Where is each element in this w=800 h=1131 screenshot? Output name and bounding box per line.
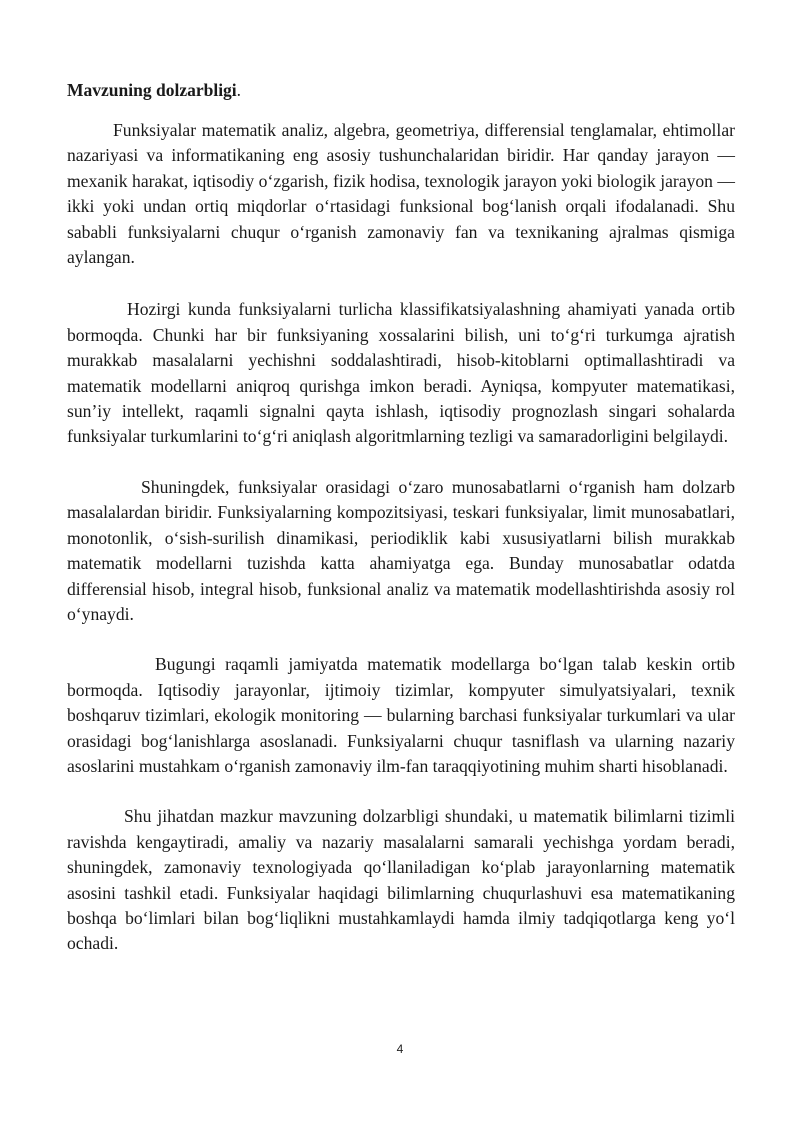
document-page xyxy=(67,78,735,981)
page-number: 4 xyxy=(396,1042,404,1056)
section-heading xyxy=(67,78,735,102)
paragraph-5: Shu jihatdan mazkur mavzuning dolzarbligi shundaki, u matematik bilimlarni tizimli ravishda kengaytiradi, amaliy va nazariy masalalarni samarali yechishga yordam beradi, shuningdek, zamonaviy texnologiyada qo‘llaniladigan ko‘plab jarayonlarning matematik asosini tashkil etadi. Funksiyalar haqidagi bilimlarning chuqurlashuvi esa matematikaning boshqa bo‘limlari bilan bog‘liqlikni mustahkamlaydi hamda ilmiy tadqiqotlarga keng yo‘l ochadi. xyxy=(67,806,735,954)
section-heading-punct: . xyxy=(236,80,242,100)
paragraph-1: Funksiyalar matematik analiz, algebra, geometriya, differensial tenglamalar, ehtimollar nazariyasi va informatikaning eng asosiy tushunchalaridan biridir. Har qanday jarayon — mexanik harakat, iqtisodiy o‘zgarish, fizik hodisa, texnologik jarayon yoki biologik jarayon — ikki yoki undan ortiq miqdorlar o‘rtasidagi funksional bog‘lanish orqali ifodalanadi. Shu sababli funksiyalarni chuqur o‘rganish zamonaviy fan va texnikaning ajralmas qismiga aylangan. xyxy=(67,120,735,268)
paragraph-3: Shuningdek, funksiyalar orasidagi o‘zaro munosabatlarni o‘rganish ham dolzarb masalalardan biridir. Funksiyalarning kompozitsiyasi, teskari funksiyalar, limit munosabatlari, monotonlik, o‘sish-surilish dinamikasi, periodiklik kabi xususiyatlarni bilish murakkab matematik modellarni tuzishda katta ahamiyatga ega. Bunday munosabatlar odatda differensial hisob, integral hisob, funksional analiz va matematik modellashtirishda asosiy rol o‘ynaydi. xyxy=(67,476,735,624)
paragraph-4: Bugungi raqamli jamiyatda matematik modellarga bo‘lgan talab keskin ortib bormoqda. Iqtisodiy jarayonlar, ijtimoiy tizimlar, kompyuter simulyatsiyalari, texnik boshqaruv tizimlari, ekologik monitoring — bularning barchasi funksiyalar turkumlari va ular orasidagi bog‘lanishlarga asoslanadi. Funksiyalarni chuqur tasniflash va ularning nazariy asoslarini mustahkam o‘rganish zamonaviy ilm-fan taraqqiyotining muhim sharti hisoblanadi. xyxy=(67,654,735,776)
paragraph-2: Hozirgi kunda funksiyalarni turlicha klassifikatsiyalashning ahamiyati yanada ortib bormoqda. Chunki har bir funksiyaning xossalarini bilish, uni to‘g‘ri turkumga ajratish murakkab masalalarni yechishni soddalashtiradi, hisob-kitoblarni optimallashtiradi va matematik modellarni aniqroq qurishga imkon beradi. Ayniqsa, kompyuter matematikasi, sun’iy intellekt, raqamli signalni qayta ishlash, iqtisodiy prognozlash singari sohalarda funksiyalar turkumlarini to‘g‘ri aniqlash algoritmlarning tezligi va samaradorligini belgilaydi. xyxy=(67,299,735,447)
section-heading-title: Mavzuning dolzarbligi xyxy=(67,80,237,100)
